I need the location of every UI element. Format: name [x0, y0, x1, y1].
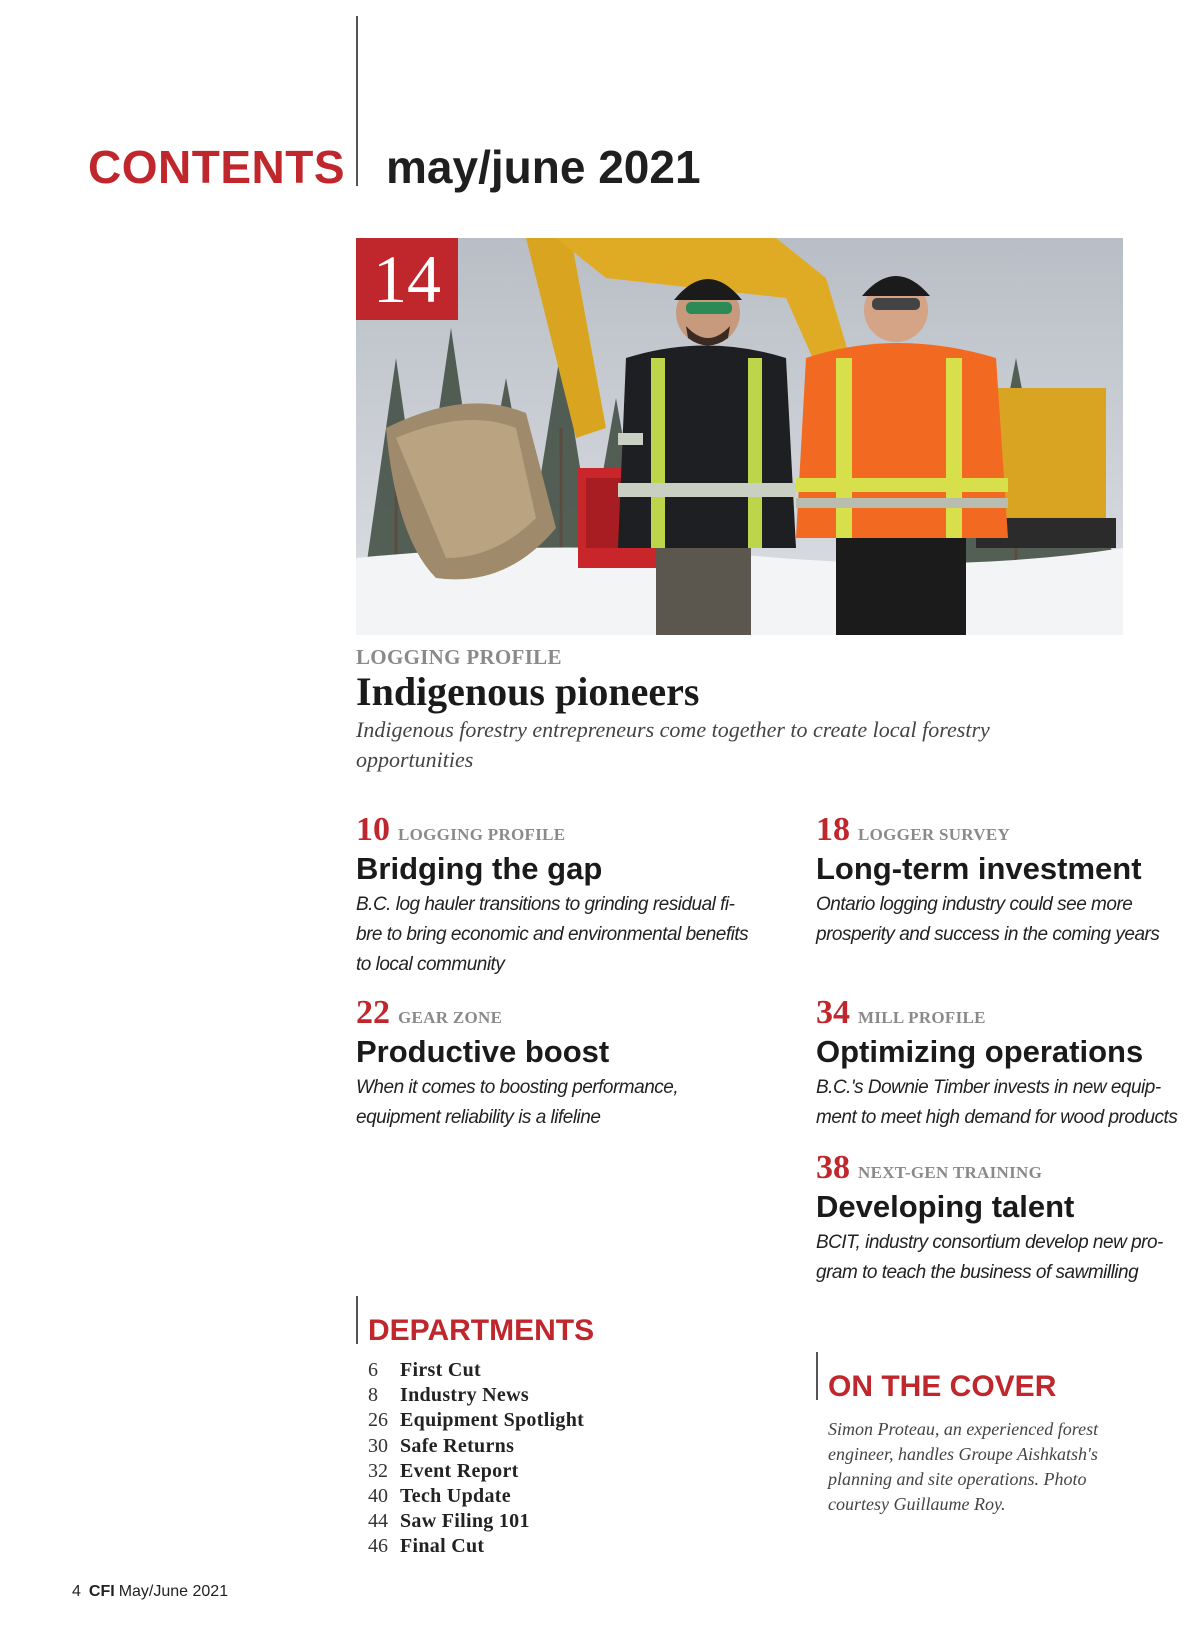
photo-two-workers-excavator-snow-icon [356, 238, 1123, 635]
story-dek: When it comes to boosting performance, equipment reliability is a lifeline [356, 1077, 679, 1128]
footer-brand: CFI [88, 1583, 115, 1600]
issue-date: may/june 2021 [386, 141, 701, 193]
department-name: Saw Filing 101 [400, 1510, 530, 1533]
department-page: 32 [368, 1459, 388, 1482]
page-footer [72, 1583, 228, 1601]
department-page: 46 [368, 1535, 388, 1558]
feature-dek: Indigenous forestry entrepreneurs come together to create local forestry opportunities [356, 717, 990, 772]
story-kicker: GEAR ZONE [398, 1008, 503, 1027]
department-page: 30 [368, 1434, 388, 1457]
department-item[interactable] [368, 1534, 584, 1559]
story-dek: B.C. log hauler transitions to grinding residual fi- bre to bring economic and environmental benefits to local community [356, 894, 749, 975]
story-title[interactable]: Long-term investment [816, 851, 1142, 886]
department-item[interactable] [368, 1434, 584, 1459]
section-label: CONTENTS [88, 141, 345, 193]
feature-photo[interactable] [356, 238, 1123, 635]
story-page-number: 18 [816, 811, 850, 848]
story-page-number: 34 [816, 994, 850, 1031]
story-kicker: LOGGING PROFILE [398, 825, 566, 844]
department-page: 8 [368, 1384, 378, 1407]
story-page-number: 38 [816, 1149, 850, 1186]
story-item[interactable] [816, 1150, 1200, 1288]
department-page: 26 [368, 1409, 388, 1432]
department-item[interactable] [368, 1408, 584, 1433]
story-dek: Ontario logging industry could see more prosperity and success in the coming years [816, 894, 1160, 945]
departments-heading: DEPARTMENTS [368, 1314, 595, 1347]
cover-heading: ON THE COVER [828, 1370, 1057, 1403]
footer-page-number: 4 [72, 1583, 81, 1600]
department-name: Event Report [400, 1459, 519, 1482]
story-item[interactable] [816, 995, 1200, 1133]
department-name: First Cut [400, 1359, 482, 1381]
story-item[interactable] [356, 812, 756, 980]
footer-issue: May/June 2021 [118, 1583, 229, 1600]
departments-divider [356, 1296, 358, 1344]
department-name: Safe Returns [400, 1434, 515, 1457]
department-name: Tech Update [400, 1485, 511, 1508]
department-item[interactable] [368, 1509, 584, 1534]
story-page-number: 10 [356, 811, 390, 848]
story-title[interactable]: Optimizing operations [816, 1034, 1144, 1069]
department-item[interactable] [368, 1459, 584, 1484]
story-title[interactable]: Productive boost [356, 1034, 610, 1069]
department-item[interactable] [368, 1358, 584, 1383]
story-title[interactable]: Bridging the gap [356, 851, 603, 886]
department-name: Industry News [400, 1384, 529, 1407]
department-page: 40 [368, 1485, 388, 1508]
story-item[interactable] [356, 995, 756, 1133]
department-page: 6 [368, 1359, 378, 1381]
story-kicker: MILL PROFILE [858, 1008, 986, 1027]
story-dek: BCIT, industry consortium develop new pro- gram to teach the business of sawmilling [816, 1232, 1163, 1283]
department-item[interactable] [368, 1383, 584, 1408]
department-item[interactable] [368, 1484, 584, 1509]
department-name: Final Cut [400, 1535, 485, 1558]
story-kicker: LOGGER SURVEY [858, 825, 1011, 844]
department-name: Equipment Spotlight [400, 1409, 585, 1432]
cover-caption: Simon Proteau, an experienced forest engineer, handles Groupe Aishkatsh's planning and site operations. Photo courtesy Guillaume Roy. [828, 1419, 1099, 1514]
feature-title[interactable]: Indigenous pioneers [356, 669, 700, 714]
feature-kicker: LOGGING PROFILE [356, 645, 562, 669]
feature-page-number: 14 [356, 238, 458, 320]
department-page: 44 [368, 1510, 388, 1533]
story-page-number: 22 [356, 994, 390, 1031]
header-divider [356, 16, 358, 186]
cover-divider [816, 1352, 818, 1400]
story-kicker: NEXT-GEN TRAINING [858, 1163, 1043, 1182]
story-dek: B.C.'s Downie Timber invests in new equip- ment to meet high demand for wood products [816, 1077, 1178, 1128]
departments-list [368, 1358, 584, 1560]
story-title[interactable]: Developing talent [816, 1189, 1075, 1224]
story-item[interactable] [816, 812, 1200, 950]
